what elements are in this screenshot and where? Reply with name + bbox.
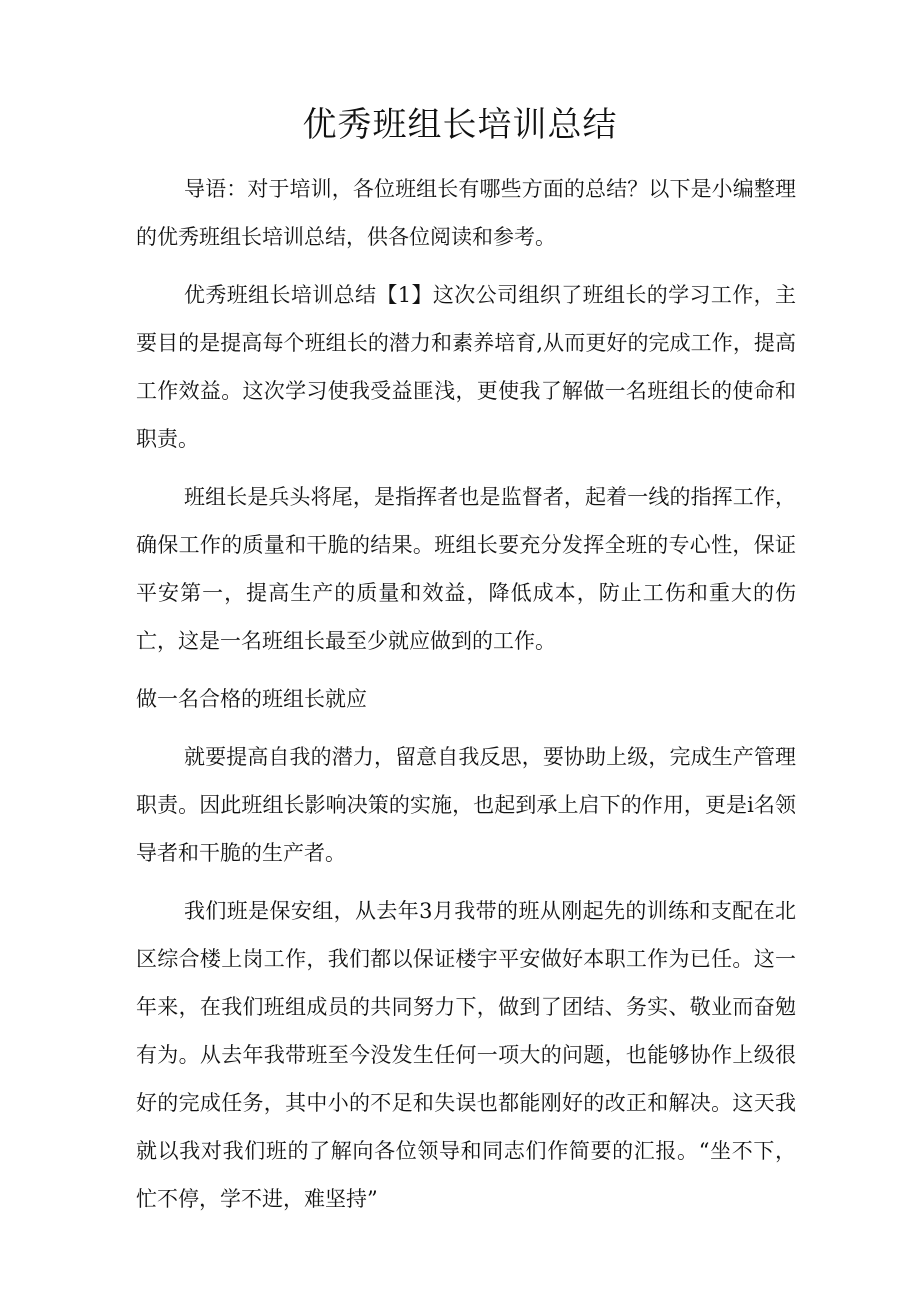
paragraph-intro: 导语：对于培训，各位班组长有哪些方面的总结？以下是小编整理的优秀班组长培训总结，供各位阅读和参考。 <box>136 177 796 249</box>
paragraph-role: 班组长是兵头将尾，是指挥者也是监督者，起着一线的指挥工作，确保工作的质量和干脆的结果。班组长要充分发挥全班的专心性，保证平安第一，提高生产的质量和效益，降低成本，防止工伤和重大的伤亡，这是一名班组长最至少就应做到的工作。 <box>136 485 796 653</box>
document-title: 优秀班组长培训总结 <box>302 105 618 145</box>
paragraph-summary-1: 优秀班组长培训总结【1】这次公司组织了班组长的学习工作，主要目的是提高每个班组长的潜力和素养培育,从而更好的完成工作，提高工作效益。这次学习使我受益匪浅，更使我了解做一名班组长的使命和职责。 <box>136 283 796 451</box>
paragraph-qualified: 做一名合格的班组长就应 <box>136 687 367 711</box>
paragraph-improve: 就要提高自我的潜力，留意自我反思，要协助上级，完成生产管理职责。因此班组长影响决策的实施，也起到承上启下的作用，更是i名领导者和干脆的生产者。 <box>136 745 796 865</box>
document-body <box>136 165 796 1233</box>
paragraph-security-team: 我们班是保安组，从去年3月我带的班从刚起先的训练和支配在北区综合楼上岗工作，我们都以保证楼宇平安做好本职工作为已任。这一年来，在我们班组成员的共同努力下，做到了团结、务实、敬业而奋勉有为。从去年我带班至今没发生任何一项大的问题，也能够协作上级很好的完成任务，其中小的不足和失误也都能刚好的改正和解决。这天我就以我对我们班的了解向各位领导和同志们作简要的汇报。“坐不下，忙不停，学不进，难坚持” <box>136 899 796 1211</box>
